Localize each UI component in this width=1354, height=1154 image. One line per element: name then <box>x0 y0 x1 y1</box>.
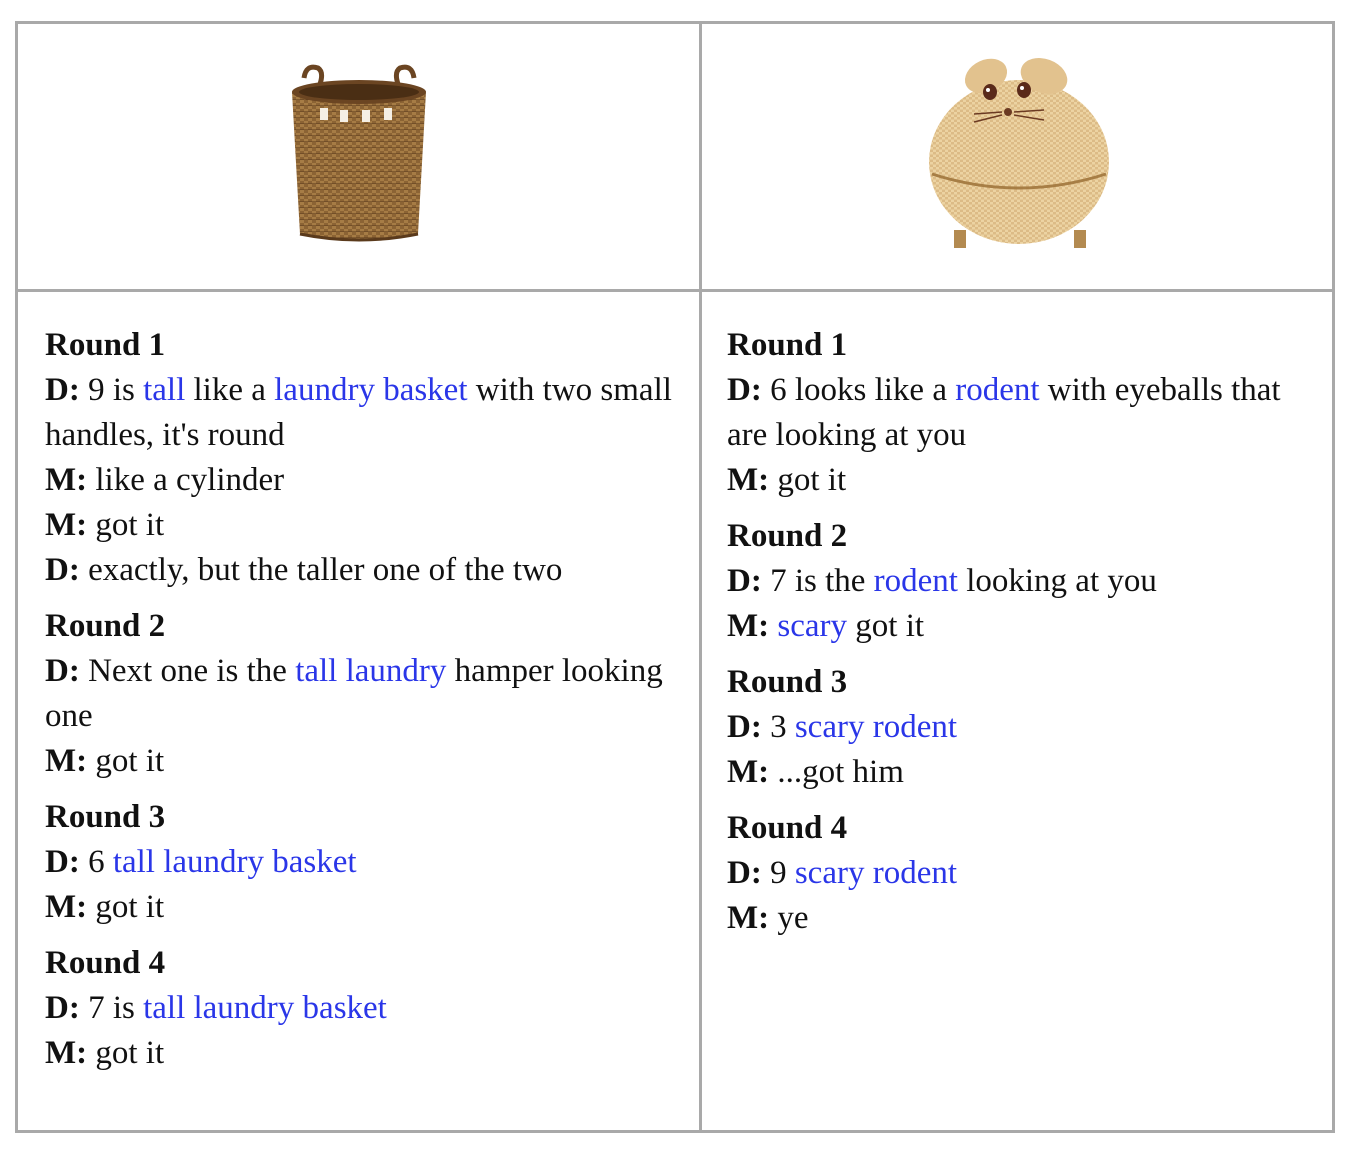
utterance <box>45 840 685 885</box>
speaker-label: M: <box>45 462 88 498</box>
speaker-label: M: <box>45 743 88 779</box>
utterance-text: hamper looking one <box>45 653 663 734</box>
highlighted-phrase: tall laundry basket <box>143 990 387 1026</box>
utterance <box>727 458 1327 503</box>
utterance-text: got it <box>87 743 165 779</box>
dialogue-right <box>727 292 1327 941</box>
image-cell-right <box>702 24 1335 289</box>
utterance-text: got it <box>87 889 165 925</box>
utterance <box>45 548 685 593</box>
utterance-text: 7 is the <box>761 563 874 599</box>
highlighted-phrase: scary <box>777 608 848 644</box>
utterance <box>727 896 1327 941</box>
utterance-text: looking at you <box>957 563 1157 599</box>
highlighted-phrase: laundry basket <box>274 372 468 408</box>
round-title: Round 4 <box>45 945 166 981</box>
highlighted-phrase: tall <box>143 372 186 408</box>
utterance-text: 3 <box>761 709 795 745</box>
round-block <box>45 323 685 593</box>
utterance-text: like a cylinder <box>87 462 285 498</box>
utterance-text: got it <box>769 462 847 498</box>
round-title: Round 3 <box>727 664 848 700</box>
speaker-label: D: <box>727 855 762 891</box>
highlighted-phrase: tall laundry basket <box>112 844 357 880</box>
utterance-text: with eyeballs that are looking at you <box>727 372 1281 453</box>
speaker-label: D: <box>45 844 80 880</box>
utterance <box>727 750 1327 795</box>
utterance-text: 6 looks like a <box>761 372 956 408</box>
speaker-label: M: <box>45 507 88 543</box>
speaker-label: D: <box>727 372 762 408</box>
utterance <box>727 705 1327 750</box>
speaker-label: M: <box>727 900 770 936</box>
round-block <box>45 604 685 784</box>
round-title: Round 1 <box>45 327 166 363</box>
utterance-text: 9 is <box>79 372 144 408</box>
speaker-label: D: <box>45 990 80 1026</box>
speaker-label: D: <box>727 709 762 745</box>
utterance-text: ye <box>769 900 809 936</box>
round-title: Round 4 <box>727 810 848 846</box>
round-title: Round 2 <box>45 608 166 644</box>
utterance-text: ...got him <box>769 754 904 790</box>
utterance-text: 9 <box>761 855 795 891</box>
utterance <box>727 368 1327 458</box>
speaker-label: M: <box>727 608 770 644</box>
wicker-mouse-basket-icon <box>924 52 1114 262</box>
round-block <box>45 941 685 1076</box>
utterance-text: with two small handles, it's round <box>45 372 672 453</box>
round-block <box>727 323 1327 503</box>
speaker-label: M: <box>45 889 88 925</box>
speaker-label: M: <box>45 1035 88 1071</box>
speaker-label: D: <box>45 653 80 689</box>
utterance <box>45 503 685 548</box>
highlighted-phrase: scary rodent <box>794 709 958 745</box>
utterance <box>45 649 685 739</box>
round-block <box>727 806 1327 941</box>
utterance <box>45 458 685 503</box>
utterance <box>727 559 1327 604</box>
speaker-label: D: <box>727 563 762 599</box>
round-block <box>727 514 1327 649</box>
utterance <box>45 368 685 458</box>
highlighted-phrase: rodent <box>873 563 958 599</box>
speaker-label: M: <box>727 754 770 790</box>
utterance-text: exactly, but the taller one of the two <box>79 552 563 588</box>
utterance-text: like a <box>185 372 275 408</box>
round-block <box>45 795 685 930</box>
utterance <box>727 851 1327 896</box>
utterance <box>45 885 685 930</box>
dialogue-left <box>45 292 685 1076</box>
round-title: Round 3 <box>45 799 166 835</box>
highlighted-phrase: scary rodent <box>794 855 958 891</box>
dialogue-table <box>15 21 1335 1133</box>
round-title: Round 2 <box>727 518 848 554</box>
highlighted-phrase: tall laundry <box>295 653 447 689</box>
highlighted-phrase: rodent <box>955 372 1040 408</box>
utterance <box>45 986 685 1031</box>
utterance <box>727 604 1327 649</box>
speaker-label: D: <box>45 372 80 408</box>
utterance-text: 7 is <box>79 990 144 1026</box>
utterance-text: got it <box>87 1035 165 1071</box>
wicker-laundry-basket-icon <box>284 64 434 249</box>
utterance <box>45 1031 685 1076</box>
speaker-label: D: <box>45 552 80 588</box>
image-cell-left <box>18 24 699 289</box>
speaker-label: M: <box>727 462 770 498</box>
utterance-text: Next one is the <box>79 653 296 689</box>
utterance-text: 6 <box>79 844 113 880</box>
round-block <box>727 660 1327 795</box>
utterance-text: got it <box>87 507 165 543</box>
utterance-text: got it <box>847 608 925 644</box>
utterance <box>45 739 685 784</box>
round-title: Round 1 <box>727 327 848 363</box>
